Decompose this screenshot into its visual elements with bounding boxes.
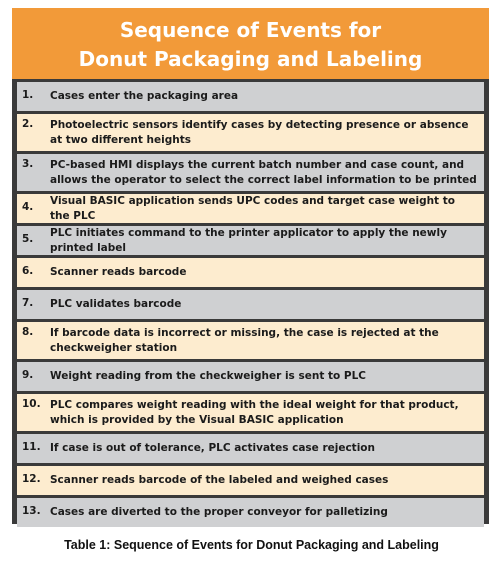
table-row bbox=[17, 114, 484, 151]
table-row bbox=[17, 322, 484, 359]
row-text: Visual BASIC application sends UPC codes and target case weight to the PLC bbox=[50, 194, 455, 222]
table-row bbox=[17, 362, 484, 391]
table-header bbox=[12, 8, 489, 79]
row-text: Scanner reads barcode of the labeled and weighed cases bbox=[50, 474, 389, 486]
row-number: 10. bbox=[22, 398, 41, 410]
row-text: If barcode data is incorrect or missing, the case is rejected at the checkweigher station bbox=[50, 326, 439, 354]
row-text: PLC validates barcode bbox=[50, 298, 182, 310]
table-row bbox=[17, 258, 484, 287]
row-number: 9. bbox=[22, 369, 34, 381]
table-row bbox=[17, 82, 484, 111]
row-text: PLC compares weight reading with the ideal weight for that product, which is provided by the Visual BASIC application bbox=[50, 398, 459, 426]
row-number: 1. bbox=[22, 89, 34, 101]
row-number: 13. bbox=[22, 505, 41, 517]
row-number: 6. bbox=[22, 265, 34, 277]
table-row bbox=[17, 498, 484, 527]
row-number: 4. bbox=[22, 201, 34, 213]
table-title-line2: Donut Packaging and Labeling bbox=[78, 47, 423, 71]
table-caption: Table 1: Sequence of Events for Donut Packaging and Labeling bbox=[64, 538, 439, 552]
table-row bbox=[17, 290, 484, 319]
row-text: If case is out of tolerance, PLC activates case rejection bbox=[50, 442, 375, 454]
row-text: Weight reading from the checkweigher is sent to PLC bbox=[50, 370, 366, 382]
row-text: Photoelectric sensors identify cases by detecting presence or absence at two different heights bbox=[50, 118, 469, 146]
row-number: 11. bbox=[22, 441, 41, 453]
row-number: 12. bbox=[22, 473, 41, 485]
row-number: 3. bbox=[22, 158, 34, 170]
row-text: PLC initiates command to the printer applicator to apply the newly printed label bbox=[50, 226, 447, 254]
table-title-line1: Sequence of Events for bbox=[119, 18, 382, 42]
row-number: 2. bbox=[22, 118, 34, 130]
table-row bbox=[17, 226, 484, 255]
row-text: Cases are diverted to the proper conveyor for palletizing bbox=[50, 506, 388, 518]
row-text: Scanner reads barcode bbox=[50, 266, 187, 278]
row-number: 5. bbox=[22, 233, 34, 245]
table-rows bbox=[17, 82, 484, 530]
table-row bbox=[17, 154, 484, 191]
table-row bbox=[17, 466, 484, 495]
events-table bbox=[12, 8, 489, 524]
row-number: 8. bbox=[22, 326, 34, 338]
row-number: 7. bbox=[22, 297, 34, 309]
row-text: PC-based HMI displays the current batch number and case count, and allows the operator to select the correct label information to be printed bbox=[50, 158, 477, 186]
table-row bbox=[17, 194, 484, 223]
table-row bbox=[17, 434, 484, 463]
table-row bbox=[17, 394, 484, 431]
row-text: Cases enter the packaging area bbox=[50, 90, 239, 102]
